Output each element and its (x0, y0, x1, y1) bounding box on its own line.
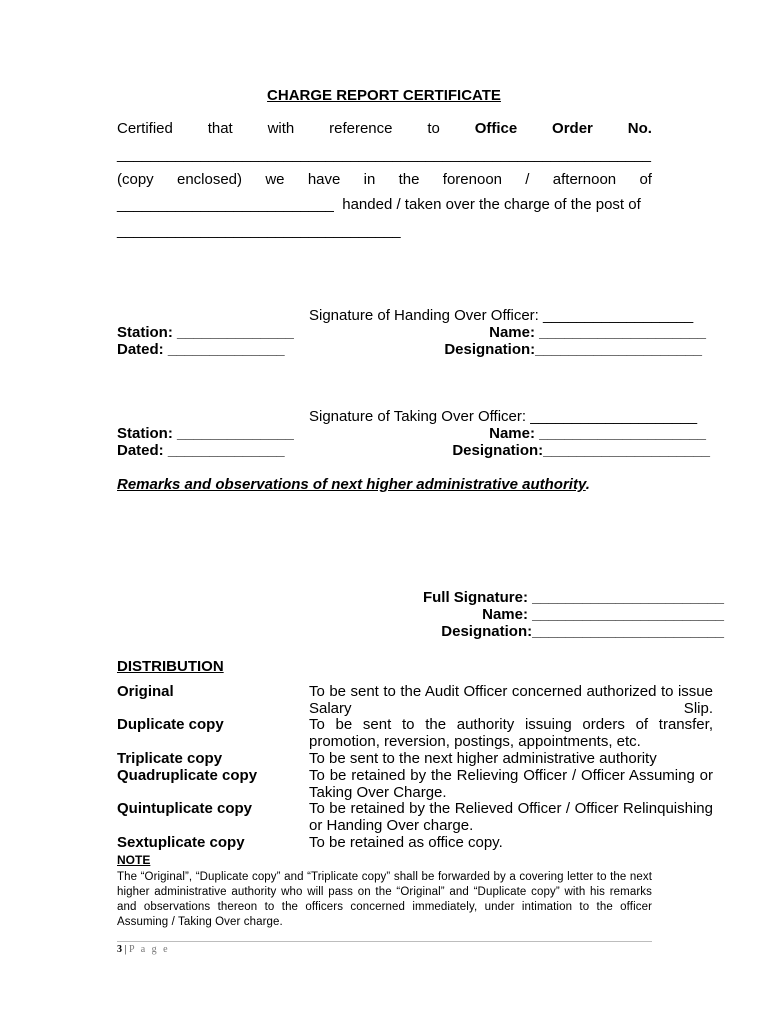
word: / (525, 171, 530, 188)
word: Order (552, 120, 593, 137)
page-number: 3 (117, 944, 122, 955)
word: No. (627, 120, 652, 137)
taking-designation[interactable]: Designation:____________________ (452, 442, 710, 459)
remarks-text: Remarks and observations of next higher administrative authority (117, 476, 586, 493)
page-footer (117, 944, 170, 955)
taking-dated[interactable]: Dated: ______________ (117, 442, 285, 459)
word: forenoon (442, 171, 502, 188)
word: the (398, 171, 420, 188)
taking-over-signature[interactable]: Signature of Taking Over Officer: ____________________ (309, 408, 698, 425)
word: Certified (117, 120, 173, 137)
footer-separator: | (122, 944, 130, 955)
taking-station[interactable]: Station: ______________ (117, 425, 294, 442)
distribution-label-triplicate: Triplicate copy (117, 750, 223, 767)
note-heading: NOTE (117, 853, 151, 867)
order-number-blank[interactable]: ________________________________________________________________ (117, 146, 651, 163)
word: Office (474, 120, 518, 137)
authority-full-signature[interactable]: Full Signature: _______________________ (422, 589, 724, 606)
word: with (267, 120, 295, 137)
handing-designation[interactable]: Designation:____________________ (444, 341, 702, 358)
word: we (265, 171, 285, 188)
distribution-label-duplicate: Duplicate copy (117, 716, 224, 733)
note-text: The “Original”, “Duplicate copy” and “Triplicate copy” shall be forwarded by a covering letter to the next higher administrative authority who will pass on the “Original” and “Duplicate copy” with his remarks and observations thereon to the officers concerned immediately, under intimation to the officer Assuming / Taking Over charge. (117, 871, 652, 928)
distribution-label-quintuplicate: Quintuplicate copy (117, 800, 253, 817)
authority-name[interactable]: Name: _______________________ (482, 606, 724, 623)
word: in (363, 171, 376, 188)
certificate-line-1 (117, 120, 652, 137)
distribution-desc-triplicate: To be sent to the next higher administrative authority (309, 750, 657, 767)
distribution-label-quadruplicate: Quadruplicate copy (117, 767, 258, 784)
remarks-heading (117, 476, 590, 493)
footer-divider (117, 941, 652, 942)
word: enclosed) (176, 171, 243, 188)
distribution-desc-quadruplicate: To be retained by the Relieving Officer / Officer Assuming or Taking Over Charge. (309, 767, 713, 801)
word: of (639, 171, 652, 188)
distribution-label-sextuplicate: Sextuplicate copy (117, 834, 245, 851)
handing-station[interactable]: Station: ______________ (117, 324, 294, 341)
word: to (427, 120, 440, 137)
authority-designation[interactable]: Designation:_______________________ (441, 623, 724, 640)
distribution-desc-quintuplicate: To be retained by the Relieved Officer / Officer Relinquishing or Handing Over charge. (309, 800, 713, 834)
certificate-line-4[interactable]: __________________________ handed / taken over the charge of the post of (117, 196, 641, 213)
certificate-line-3 (117, 171, 652, 188)
handing-dated[interactable]: Dated: ______________ (117, 341, 285, 358)
handing-over-signature[interactable]: Signature of Handing Over Officer: __________________ (309, 307, 694, 324)
post-blank[interactable]: __________________________________ (117, 222, 401, 239)
distribution-heading: DISTRIBUTION (117, 658, 224, 675)
distribution-label-original: Original (117, 683, 174, 700)
word: afternoon (552, 171, 617, 188)
remarks-period: . (585, 476, 590, 493)
document-title: CHARGE REPORT CERTIFICATE (267, 87, 501, 104)
word: (copy (117, 171, 154, 188)
page-label: P a g e (129, 944, 170, 955)
distribution-desc-duplicate: To be sent to the authority issuing orders of transfer, promotion, reversion, postings, appointments, etc. (309, 716, 713, 750)
distribution-desc-original: To be sent to the Audit Officer concerned authorized to issue Salary Slip. (309, 683, 713, 717)
taking-name[interactable]: Name: ____________________ (489, 425, 706, 442)
distribution-desc-sextuplicate: To be retained as office copy. (309, 834, 503, 851)
word: that (207, 120, 233, 137)
word: reference (329, 120, 393, 137)
word: have (307, 171, 341, 188)
handing-name[interactable]: Name: ____________________ (489, 324, 706, 341)
